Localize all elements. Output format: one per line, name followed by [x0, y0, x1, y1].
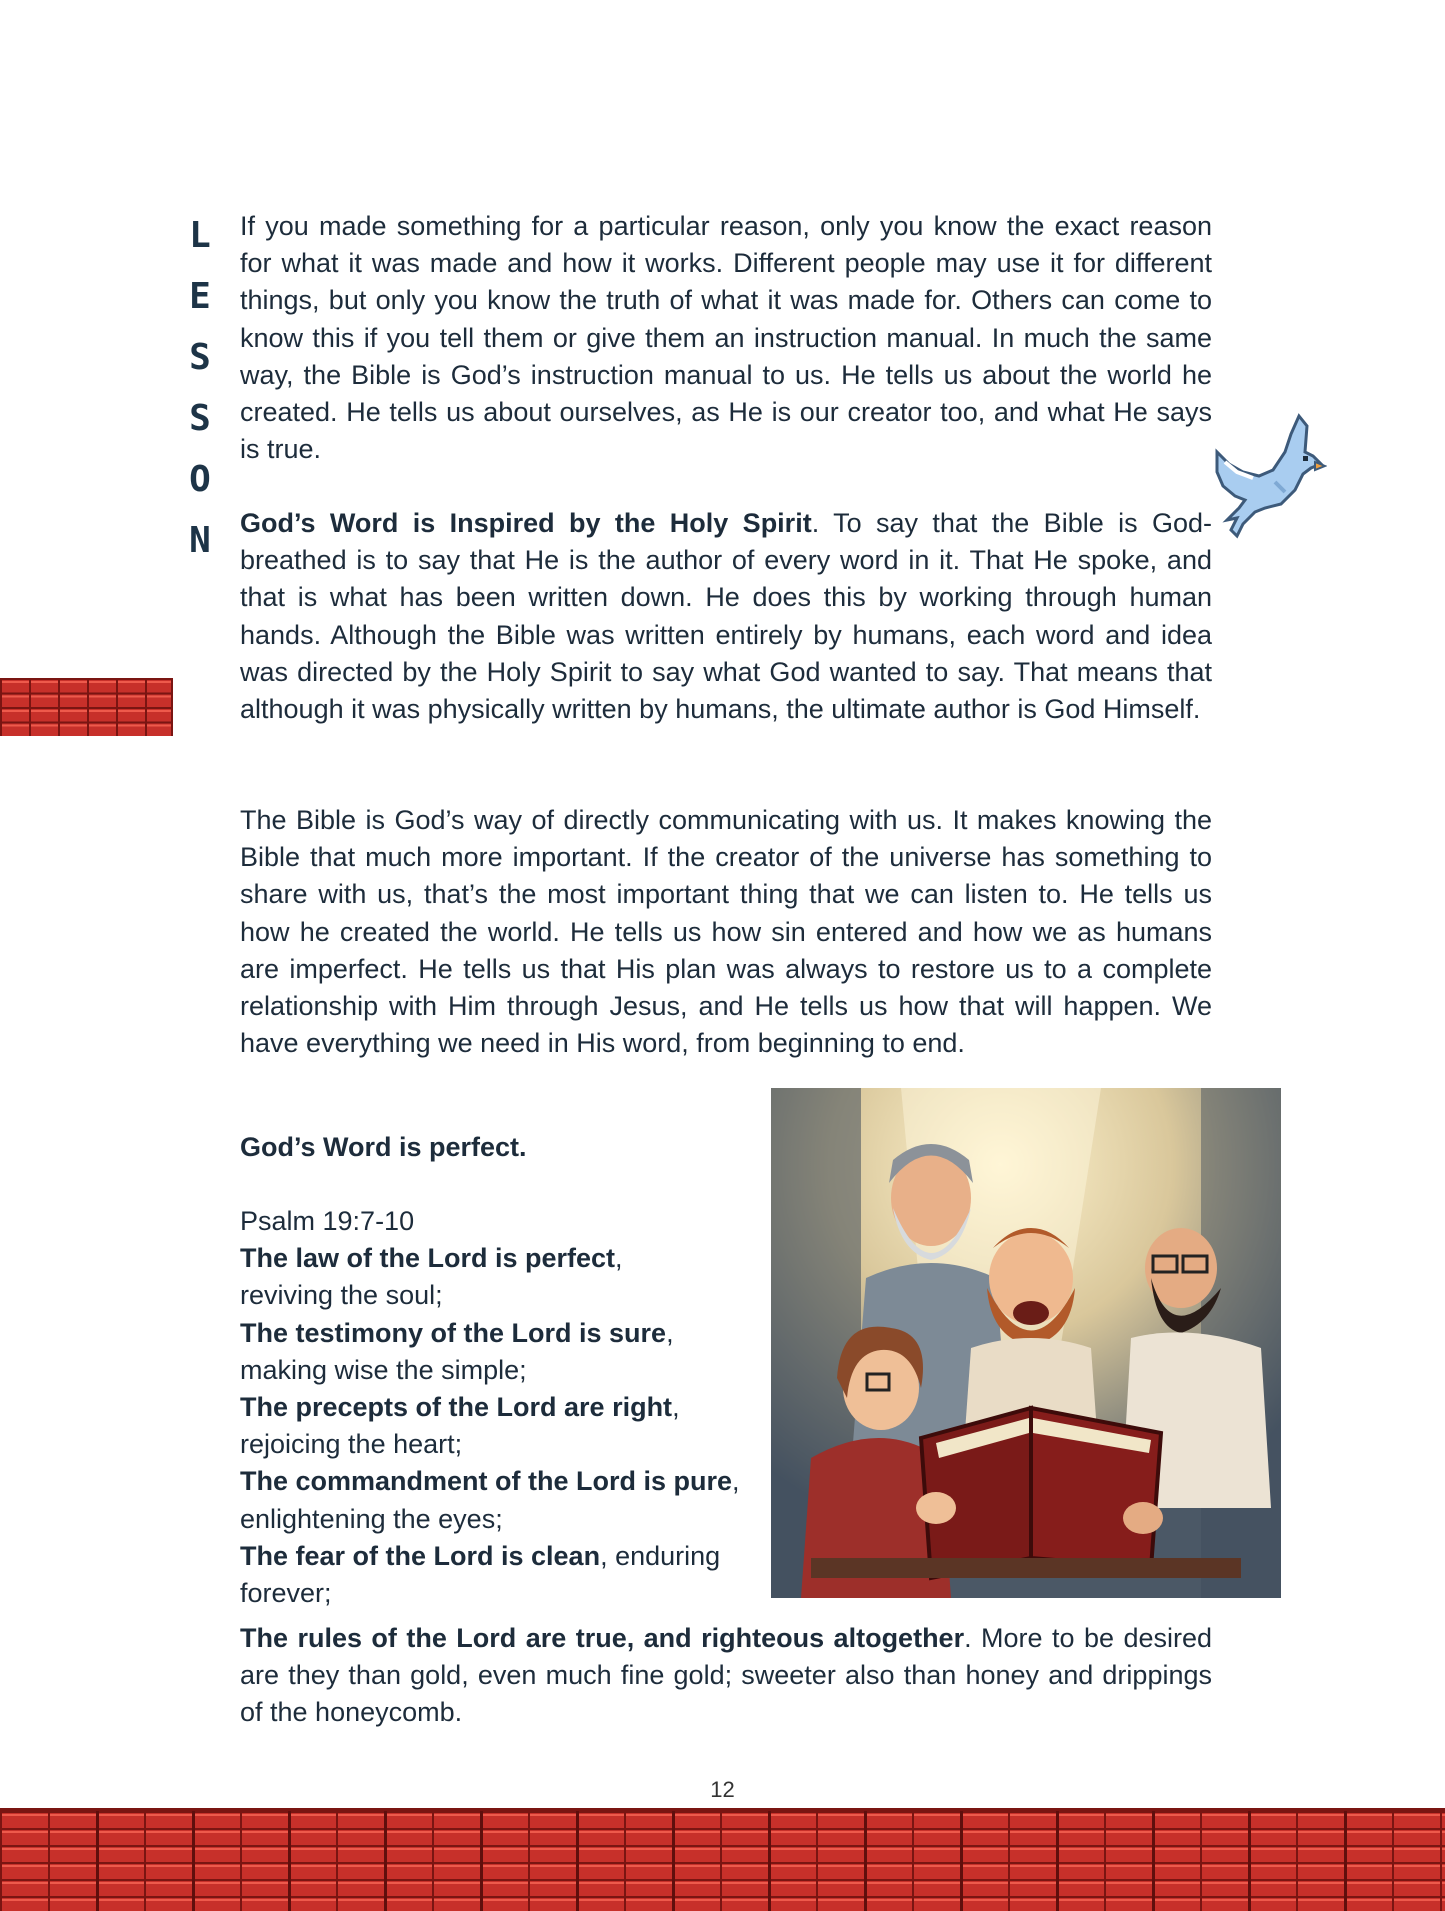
- inspired-heading: God’s Word is Inspired by the Holy Spirit: [240, 508, 812, 538]
- psalm-passage: [240, 1203, 760, 1612]
- psalm-line: reviving the soul;: [240, 1280, 443, 1311]
- psalm-line: The precepts of the Lord are right,: [240, 1392, 680, 1423]
- psalm-reference: Psalm 19:7-10: [240, 1206, 415, 1236]
- perfect-heading: God’s Word is perfect.: [240, 1132, 527, 1162]
- inspired-paragraph: [240, 505, 1212, 728]
- psalm-line: rejoicing the heart;: [240, 1429, 463, 1460]
- psalm-line: making wise the simple;: [240, 1354, 527, 1385]
- rules-body: . More to be desired are they than gold, even much fine gold; sweeter also than honey and drippings of the honeycomb.: [240, 1623, 1212, 1728]
- psalm-line: enlightening the eyes;: [240, 1503, 503, 1534]
- brick-wall-decoration: [0, 678, 173, 736]
- lesson-letter: O: [189, 459, 211, 500]
- intro-paragraph-text: If you made something for a particular reason, only you know the exact reason for what it was made and how it works. Different people may use it for different things, but only you know the truth of what it was made for. Others can come to know this if you tell them or give them an instruction manual. In much the same way, the Bible is God’s instruction manual to us. He tells us about the world he created. He tells us about ourselves, as He is our creator too, and what He says is true.: [240, 211, 1212, 465]
- psalm-line: The law of the Lord is perfect,: [240, 1243, 623, 1274]
- psalm-line: The testimony of the Lord is sure,: [240, 1317, 674, 1348]
- inspired-body: . To say that the Bible is God-breathed is to say that He is the author of every word in it. That He spoke, and that is what has been written down. He does this by working through human hands. Although the Bible was written entirely by humans, each word and idea was directed by the Holy Spirit to say what God wanted to say. That means that although it was physically written by humans, the ultimate author is God Himself.: [240, 508, 1212, 725]
- psalm-line: The commandment of the Lord is pure,: [240, 1466, 740, 1497]
- illustration-people-reading-bible: [771, 1088, 1281, 1598]
- communication-paragraph-text: The Bible is God’s way of directly communicating with us. It makes knowing the Bible that much more important. If the creator of the universe has something to share with us, that’s the most important thing that we can listen to. He tells us how he created the world. He tells us how sin entered and how we as humans are imperfect. He tells us that His plan was always to restore us to a complete relationship with Him through Jesus, and He tells us how that will happen. We have everything we need in His word, from beginning to end.: [240, 805, 1212, 1059]
- brick-wall-decoration: [0, 1808, 1445, 1911]
- communication-paragraph: [240, 802, 1212, 1062]
- page-number: 12: [710, 1777, 735, 1802]
- rules-paragraph: [240, 1620, 1212, 1732]
- dove-icon: [1215, 412, 1327, 540]
- lesson-letter: L: [189, 215, 211, 256]
- psalm-line: The fear of the Lord is clean, enduring: [240, 1540, 721, 1571]
- lesson-letter: N: [189, 520, 211, 561]
- rules-heading: The rules of the Lord are true, and righteous altogether: [240, 1623, 965, 1653]
- lesson-letter: S: [189, 398, 211, 439]
- lesson-letter: S: [189, 337, 211, 378]
- intro-paragraph: [240, 208, 1212, 468]
- lesson-vertical-title: [180, 205, 220, 571]
- psalm-line: forever;: [240, 1578, 332, 1609]
- lesson-letter: E: [189, 276, 211, 317]
